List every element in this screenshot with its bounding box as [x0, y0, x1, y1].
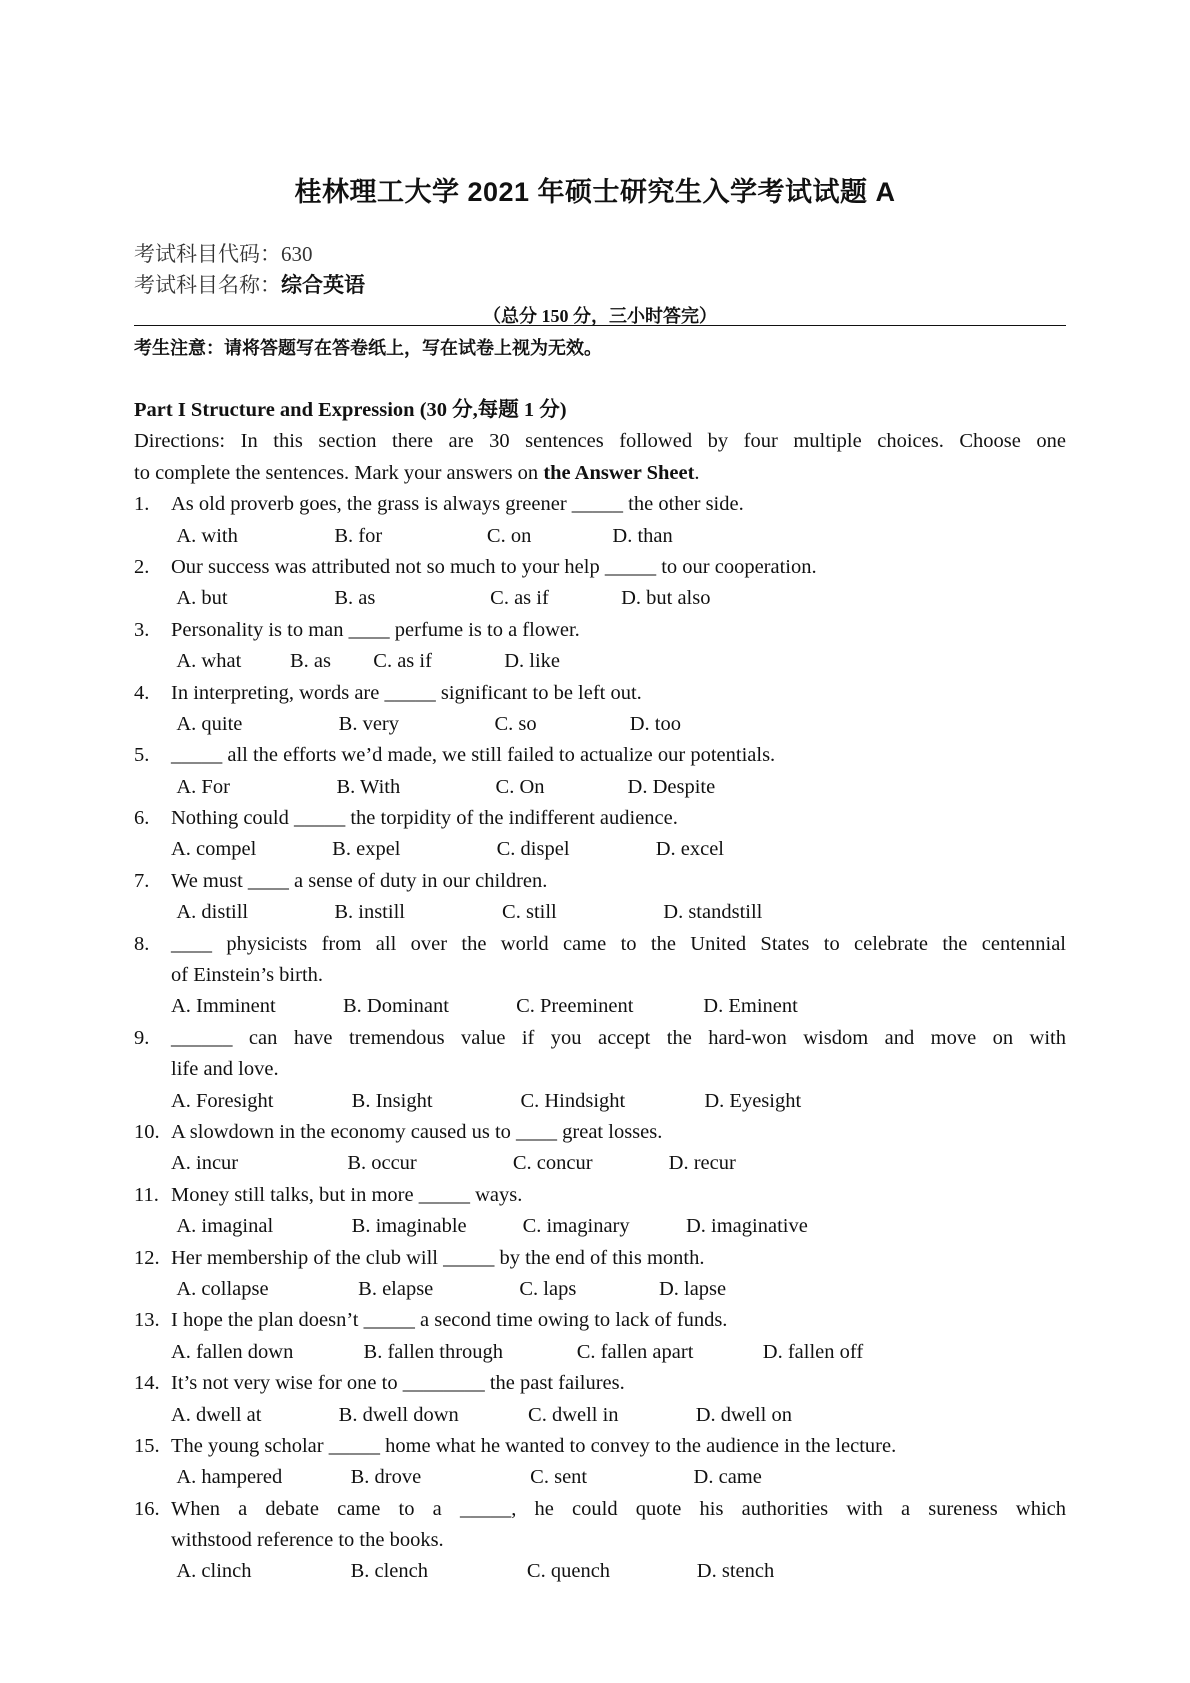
option-d: D. came [693, 1466, 762, 1489]
question-text: We must ____ a sense of duty in our children. [171, 869, 548, 892]
options-row [134, 1462, 1066, 1493]
question-item [134, 1180, 1066, 1243]
question-number: 13. [134, 1309, 160, 1332]
question-number: 4. [134, 681, 150, 704]
question-item [134, 1243, 1066, 1306]
options-row [134, 521, 1066, 552]
option-a: A. imaginal [176, 1215, 274, 1238]
options-row [134, 1211, 1066, 1242]
question-number: 11. [134, 1183, 159, 1206]
options-row [134, 1400, 1066, 1431]
notice: 考生注意：请将答题写在答卷纸上，写在试卷上视为无效。 [134, 338, 602, 358]
options-row [134, 1148, 1066, 1179]
option-a: A. Imminent [170, 995, 276, 1018]
question-number: 3. [134, 618, 150, 641]
option-a: A. dwell at [170, 1403, 262, 1426]
option-b: B. imaginable [351, 1215, 467, 1238]
option-b: B. very [338, 712, 400, 735]
directions-line2 [134, 458, 1066, 489]
option-c: C. as if [373, 650, 432, 673]
options-row [134, 1086, 1066, 1117]
question-text: Personality is to man ____ perfume is to a flower. [171, 618, 580, 641]
option-a: A. but [176, 587, 228, 610]
option-d: D. excel [655, 838, 724, 861]
question-item [134, 678, 1066, 741]
subject-code: 630 [281, 242, 313, 266]
answer-sheet-emphasis: the Answer Sheet [543, 461, 695, 484]
options-row [134, 709, 1066, 740]
question-item [134, 1305, 1066, 1368]
question-number: 5. [134, 744, 150, 767]
option-a: A. what [176, 650, 242, 673]
option-b: B. clench [350, 1560, 428, 1583]
options-row [134, 834, 1066, 865]
question-text: Her membership of the club will _____ by the end of this month. [171, 1246, 705, 1269]
option-c: C. concur [512, 1152, 593, 1175]
option-b: B. as [289, 650, 331, 673]
option-d: D. but also [621, 587, 711, 610]
option-a: A. clinch [176, 1560, 252, 1583]
option-a: A. incur [170, 1152, 239, 1175]
question-text: withstood reference to the books. [171, 1529, 444, 1552]
question-number: 7. [134, 869, 150, 892]
question-text: ______ can have tremendous value if you accept the hard-won wisdom and move on with [171, 1026, 1066, 1049]
question-item [134, 1117, 1066, 1180]
options-row [134, 583, 1066, 614]
option-c: C. as if [490, 587, 549, 610]
option-d: D. standstill [663, 901, 763, 924]
option-b: B. instill [334, 901, 405, 924]
directions-line1: Directions: In this section there are 30 sentences followed by four multiple choices. Choose one [134, 430, 1066, 453]
option-b: B. fallen through [363, 1340, 504, 1363]
options-row [134, 1274, 1066, 1305]
option-c: C. imaginary [522, 1215, 630, 1238]
question-number: 12. [134, 1246, 160, 1269]
option-b: B. dwell down [338, 1403, 459, 1426]
part1-heading: Part I Structure and Expression (30 分,每题 1 分) [134, 399, 567, 421]
question-item [134, 740, 1066, 803]
question-text: _____ all the efforts we’d made, we still failed to actualize our potentials. [171, 744, 776, 767]
options-row [134, 1337, 1066, 1368]
option-d: D. dwell on [695, 1403, 792, 1426]
option-d: D. stench [696, 1560, 775, 1583]
option-c: C. Hindsight [520, 1089, 626, 1112]
option-b: B. as [334, 587, 376, 610]
subject-name-label: 考试科目名称： [134, 273, 281, 297]
option-a: A. compel [170, 838, 257, 861]
option-a: A. hampered [176, 1466, 283, 1489]
option-c: C. still [502, 901, 557, 924]
question-text: Nothing could _____ the torpidity of the indifferent audience. [171, 807, 678, 830]
option-c: C. so [494, 712, 537, 735]
option-b: B. expel [332, 838, 401, 861]
question-number: 8. [134, 932, 150, 955]
question-text: It’s not very wise for one to ________ the past failures. [171, 1372, 625, 1395]
question-number: 10. [134, 1120, 160, 1143]
option-a: A. quite [176, 712, 243, 735]
option-b: B. With [336, 775, 401, 798]
question-item [134, 1494, 1066, 1588]
question-text: of Einstein’s birth. [171, 964, 324, 987]
option-a: A. Foresight [170, 1089, 274, 1112]
subject-name-row [134, 269, 365, 299]
option-a: A. For [176, 775, 230, 798]
option-d: D. like [504, 650, 560, 673]
option-b: B. Dominant [342, 995, 449, 1018]
option-c: C. dispel [496, 838, 570, 861]
subject-code-label: 考试科目代码： [134, 242, 281, 266]
question-text: The young scholar _____ home what he wanted to convey to the audience in the lecture. [171, 1434, 897, 1457]
question-text: I hope the plan doesn’t _____ a second time owing to lack of funds. [171, 1309, 728, 1332]
question-text: In interpreting, words are _____ significant to be left out. [171, 681, 642, 704]
option-d: D. Eyesight [704, 1089, 802, 1112]
option-b: B. elapse [358, 1277, 434, 1300]
question-item [134, 1023, 1066, 1117]
question-number: 1. [134, 493, 150, 516]
question-text: Money still talks, but in more _____ ways. [171, 1183, 523, 1206]
part1-section [134, 395, 1066, 1588]
exam-title: 桂林理工大学 2021 年硕士研究生入学考试试题 A [294, 177, 896, 207]
question-list [134, 489, 1066, 1588]
question-text: life and love. [171, 1058, 279, 1081]
question-item [134, 552, 1066, 615]
option-d: D. lapse [658, 1277, 727, 1300]
option-a: A. with [176, 524, 238, 547]
question-item [134, 866, 1066, 929]
question-number: 6. [134, 807, 150, 830]
options-row [134, 1556, 1066, 1587]
option-c: C. dwell in [528, 1403, 619, 1426]
subject-name: 综合英语 [281, 273, 365, 297]
option-d: D. than [612, 524, 673, 547]
option-b: B. Insight [351, 1089, 433, 1112]
option-a: A. collapse [176, 1277, 269, 1300]
question-item [134, 1368, 1066, 1431]
directions-period: . [694, 461, 700, 484]
question-item [134, 1431, 1066, 1494]
option-c: C. laps [519, 1277, 577, 1300]
option-b: B. for [334, 524, 383, 547]
question-text: ____ physicists from all over the world came to the United States to celebrate the centennial [171, 932, 1066, 955]
option-d: D. Despite [627, 775, 716, 798]
options-row [134, 646, 1066, 677]
question-item [134, 929, 1066, 1023]
option-d: D. fallen off [762, 1340, 864, 1363]
question-number: 2. [134, 555, 150, 578]
option-b: B. drove [350, 1466, 422, 1489]
question-text: Our success was attributed not so much to your help _____ to our cooperation. [171, 555, 817, 578]
question-text: When a debate came to a _____, he could quote his authorities with a sureness which [171, 1497, 1066, 1520]
option-c: C. quench [526, 1560, 611, 1583]
option-c: C. sent [530, 1466, 588, 1489]
option-c: C. fallen apart [576, 1340, 694, 1363]
question-item [134, 803, 1066, 866]
options-row [134, 991, 1066, 1022]
option-d: D. recur [668, 1152, 736, 1175]
option-a: A. distill [176, 901, 249, 924]
question-number: 16. [134, 1497, 160, 1520]
question-item [134, 615, 1066, 678]
options-row [134, 772, 1066, 803]
option-b: B. occur [347, 1152, 417, 1175]
option-d: D. too [629, 712, 681, 735]
score-info: （总分 150 分，三小时答完） [483, 306, 717, 326]
question-text: As old proverb goes, the grass is always greener _____ the other side. [171, 493, 744, 516]
directions-text: to complete the sentences. Mark your answers on [134, 461, 544, 484]
option-c: C. On [495, 775, 545, 798]
options-row [134, 897, 1066, 928]
option-d: D. Eminent [703, 995, 798, 1018]
question-item [134, 489, 1066, 552]
question-number: 15. [134, 1434, 160, 1457]
question-text: A slowdown in the economy caused us to ____ great losses. [171, 1120, 663, 1143]
option-a: A. fallen down [170, 1340, 294, 1363]
option-c: C. on [486, 524, 532, 547]
question-number: 9. [134, 1026, 150, 1049]
option-c: C. Preeminent [516, 995, 634, 1018]
option-d: D. imaginative [685, 1215, 808, 1238]
question-number: 14. [134, 1372, 160, 1395]
divider [134, 325, 1066, 326]
subject-code-row [134, 238, 313, 268]
